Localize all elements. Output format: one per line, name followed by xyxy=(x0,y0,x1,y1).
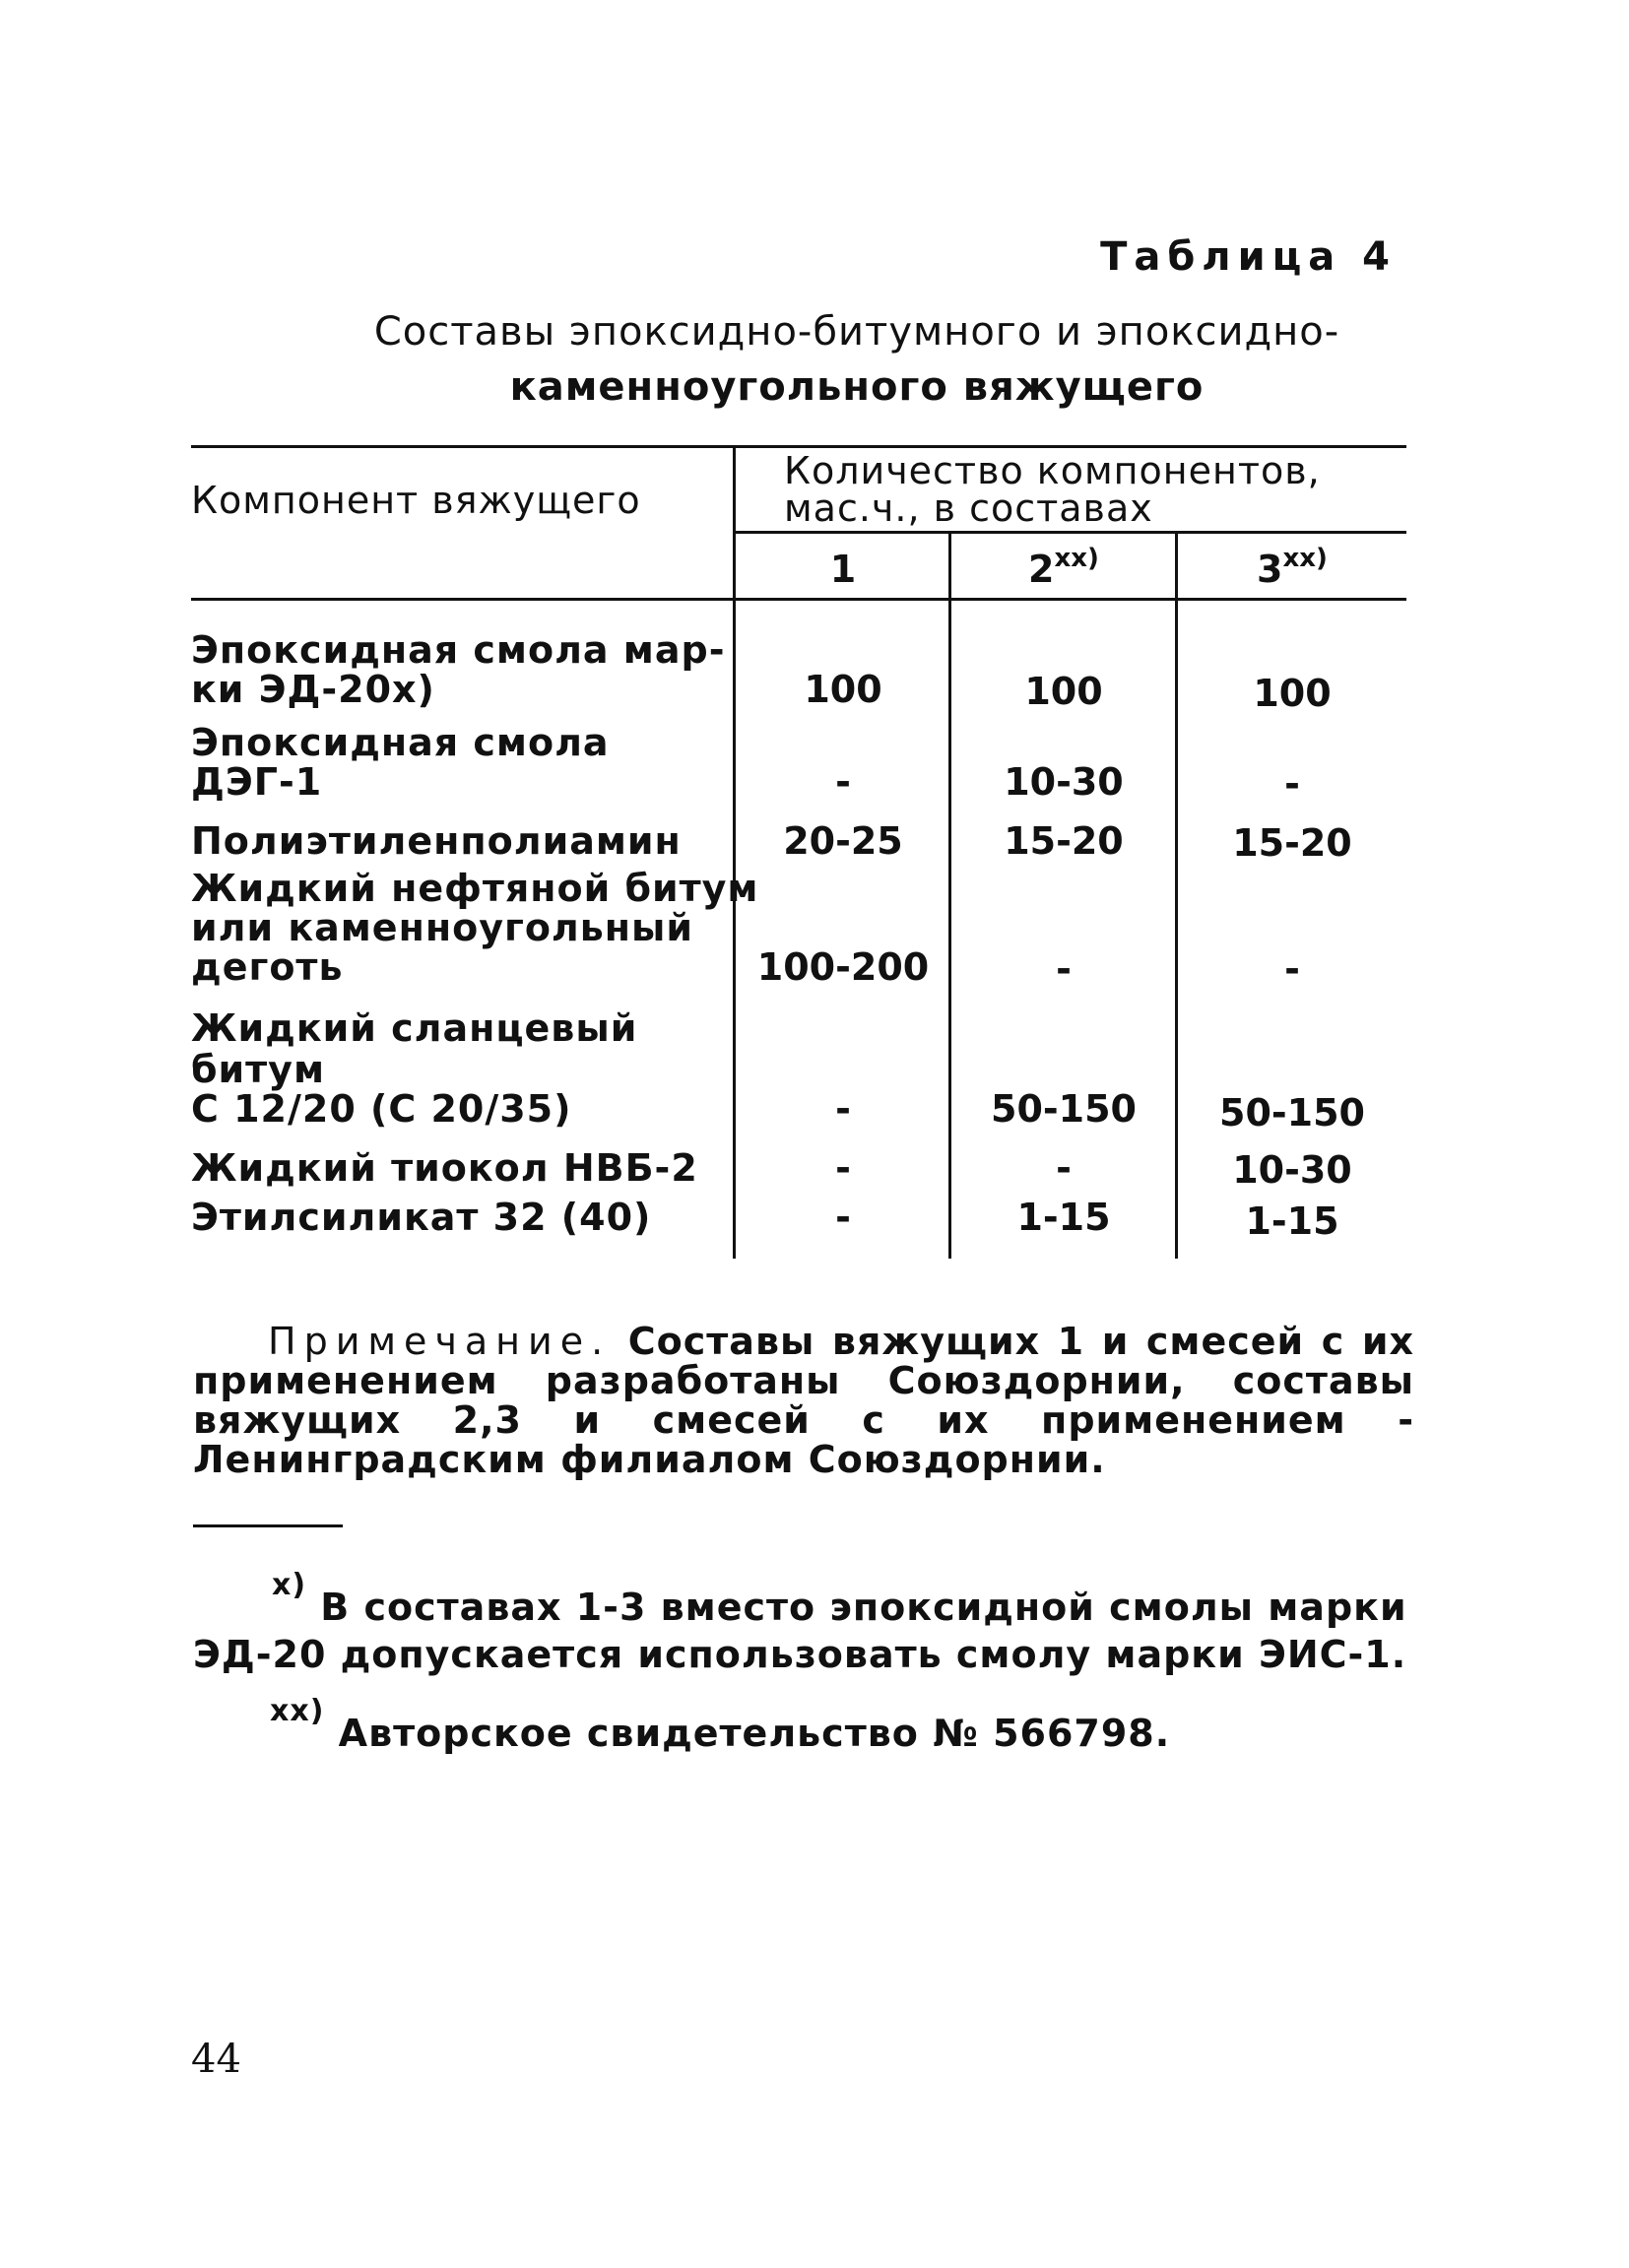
header-quantity-line-2: мас.ч., в составах xyxy=(784,486,1153,530)
note-paragraph xyxy=(193,1322,1414,1479)
row-5-value-1: - xyxy=(835,1087,851,1131)
row-3-value-1: 20-25 xyxy=(783,819,903,863)
row-4-value-3: - xyxy=(1284,947,1300,991)
header-sub-rule xyxy=(735,531,1406,534)
header-component: Компонент вяжущего xyxy=(191,479,641,522)
row-4-value-2: - xyxy=(1056,947,1072,991)
row-6-name-line-1: Жидкий тиокол НВБ-2 xyxy=(191,1146,698,1190)
row-2-value-3: - xyxy=(1284,762,1300,806)
table-label: Таблица 4 xyxy=(1100,234,1397,280)
header-bottom-rule xyxy=(191,598,1406,601)
note-lead: Примечание. xyxy=(268,1320,612,1363)
row-4-value-1: 100-200 xyxy=(756,945,930,989)
row-7-value-1: - xyxy=(835,1196,851,1239)
row-5-name-line-3: С 12/20 (С 20/35) xyxy=(191,1087,572,1131)
row-5-value-3: 50-150 xyxy=(1219,1091,1365,1134)
header-column-1: 1 xyxy=(829,548,857,591)
row-1-value-2: 100 xyxy=(1024,670,1103,713)
footnote-1-line-1: $^{х)}$ В составах 1-3 вместо эпоксидной смолы марки xyxy=(272,1568,1407,1629)
row-7-name-line-1: Этилсиликат 32 (40) xyxy=(191,1196,652,1239)
header-quantity-line-1: Количество компонентов, xyxy=(784,449,1321,492)
row-7-value-3: 1-15 xyxy=(1245,1199,1339,1243)
row-1-name-line-1: Эпоксидная смола мар- xyxy=(191,628,726,672)
column-divider-1 xyxy=(733,445,736,1259)
row-6-value-2: - xyxy=(1056,1146,1072,1190)
row-5-name-line-2: битум xyxy=(191,1048,326,1091)
table-top-rule xyxy=(191,445,1406,448)
row-2-name-line-2: ДЭГ-1 xyxy=(191,760,323,804)
row-1-name-line-2: ки ЭД-20х) xyxy=(191,668,435,711)
row-2-value-1: - xyxy=(835,760,851,804)
footnote-1-line-2: ЭД-20 допускается использовать смолу марки ЭИС-1. xyxy=(193,1633,1407,1676)
footnote-separator xyxy=(193,1524,343,1527)
note-text: Составы вяжущих 1 и смесей с их применением разработаны Союздорнии, составы вяжущих 2,3 и смесей с их применением - Ленинградским филиалом Союздорнии. xyxy=(193,1320,1414,1481)
row-4-name-line-2: или каменноугольный xyxy=(191,906,694,949)
footnote-1-mark: х) xyxy=(272,1568,307,1602)
row-5-value-2: 50-150 xyxy=(991,1087,1137,1131)
row-1-value-3: 100 xyxy=(1253,672,1332,715)
footnote-2-line-1: $^{хх)}$ Авторское свидетельство № 566798. xyxy=(270,1694,1171,1755)
row-4-name-line-3: деготь xyxy=(191,945,344,989)
header-column-2: 2$^{xx)}$ xyxy=(1028,544,1099,591)
row-6-value-3: 10-30 xyxy=(1232,1148,1352,1192)
row-6-value-1: - xyxy=(835,1146,851,1190)
table-caption-line-1: Составы эпоксидно-битумного и эпоксидно- xyxy=(373,309,1340,355)
row-7-value-2: 1-15 xyxy=(1016,1196,1111,1239)
table-caption-line-2: каменноугольного вяжущего xyxy=(509,364,1205,410)
row-3-value-2: 15-20 xyxy=(1004,819,1124,863)
footnote-2-mark: хх) xyxy=(270,1694,325,1728)
header-column-3: 3$^{xx)}$ xyxy=(1257,544,1328,591)
row-4-name-line-1: Жидкий нефтяной битум xyxy=(191,867,759,910)
footnote-1 xyxy=(193,1568,1424,1678)
row-2-value-2: 10-30 xyxy=(1004,760,1124,804)
page-number: 44 xyxy=(191,2037,241,2082)
row-5-name-line-1: Жидкий сланцевый xyxy=(191,1006,638,1050)
row-3-name-line-1: Полиэтиленполиамин xyxy=(191,819,682,863)
footnote-2 xyxy=(193,1694,1424,1761)
row-3-value-3: 15-20 xyxy=(1232,821,1352,865)
row-1-value-1: 100 xyxy=(804,668,882,711)
row-2-name-line-1: Эпоксидная смола xyxy=(191,721,610,764)
